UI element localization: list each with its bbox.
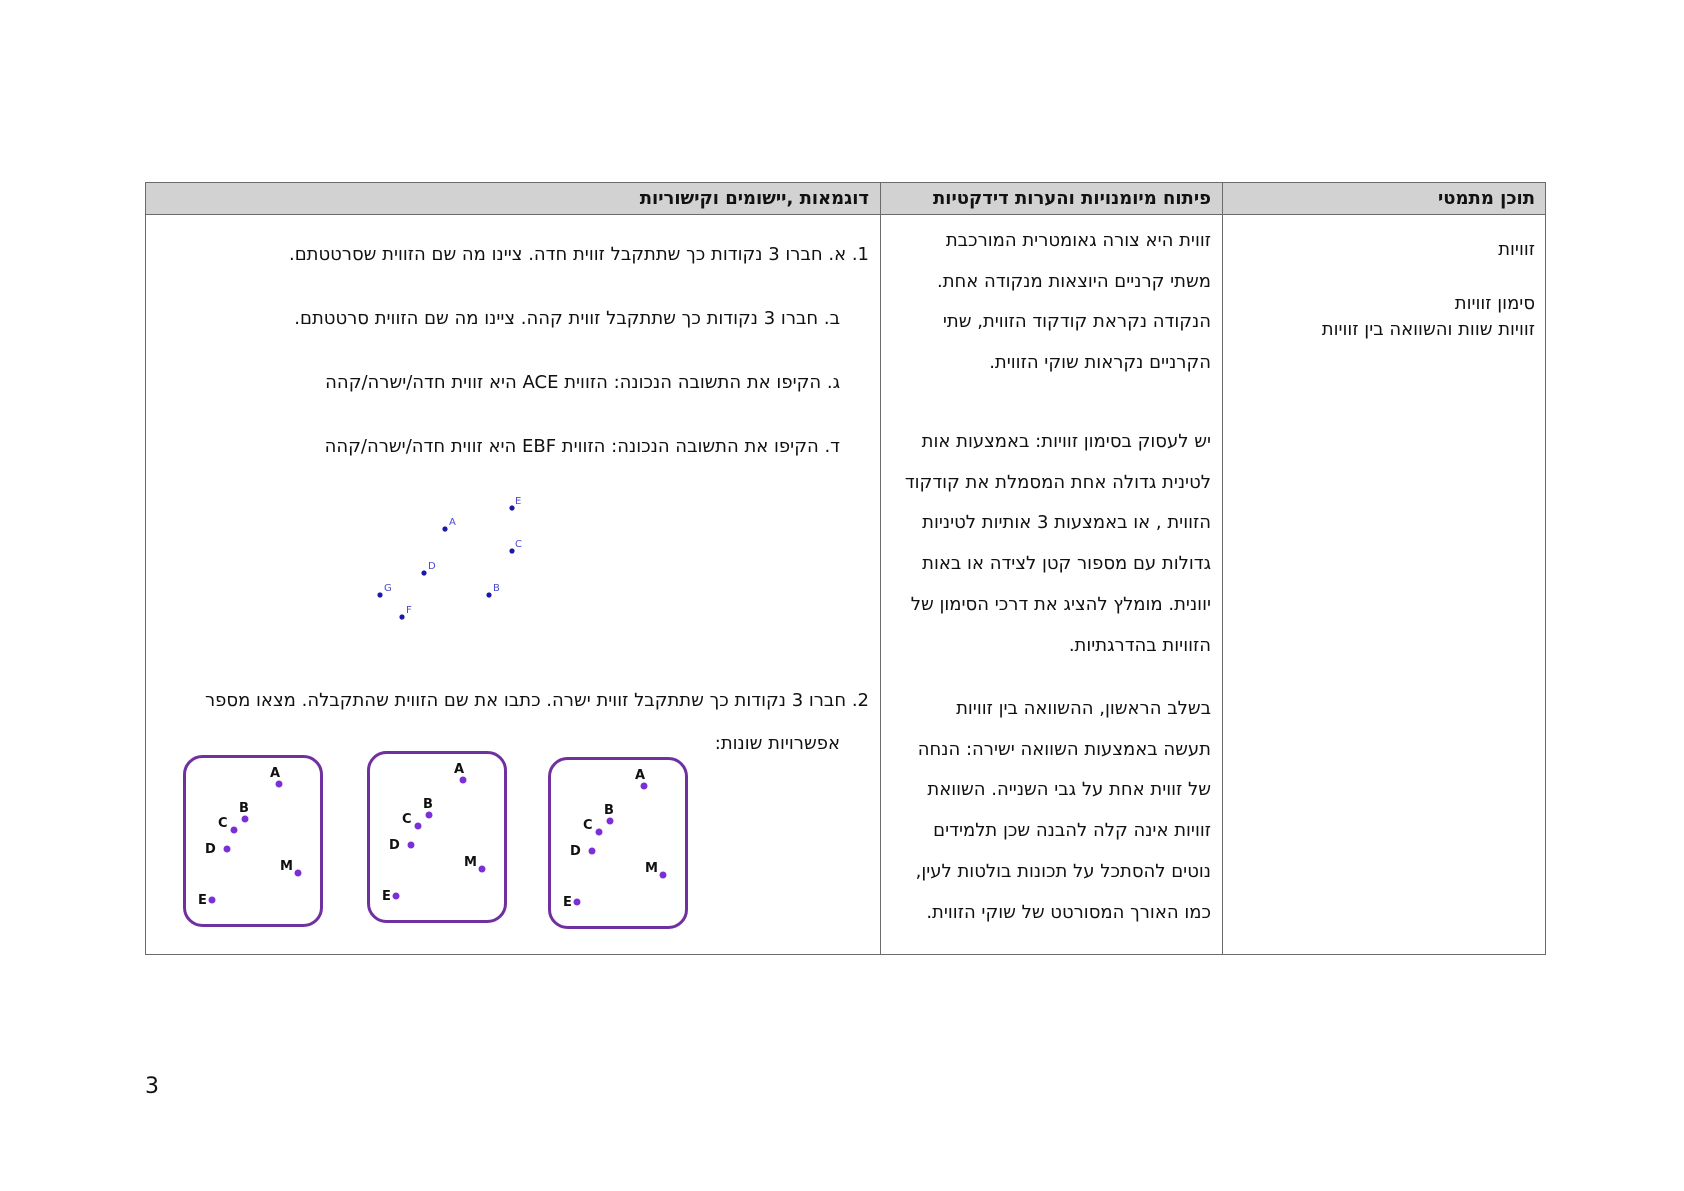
point-label: B xyxy=(423,797,433,812)
content-table xyxy=(145,182,1546,955)
point-label: C xyxy=(515,539,522,550)
point-label: D xyxy=(389,838,400,853)
header-examples: דוגמאות ,יישומים וקישוריות xyxy=(639,188,869,209)
point-label: B xyxy=(604,803,614,818)
points-box-3 xyxy=(548,757,690,931)
points-box-1 xyxy=(183,755,325,929)
notes-line: זוויות אינה קלה להבנה שכן תלמידים xyxy=(933,820,1211,842)
point-F xyxy=(399,614,404,619)
notes-line: יש לעסוק בסימון זוויות: באמצעות אות xyxy=(921,431,1211,452)
notes-paragraph-1 xyxy=(937,221,1211,384)
notes-line: הקרניים נקראות שוקי הזווית. xyxy=(989,352,1211,374)
question-1d: ד. הקיפו את התשובה הנכונה: הזווית EBF היא זווית חדה/ישרה/קהה xyxy=(324,436,840,457)
point-label: G xyxy=(384,583,392,594)
point-D xyxy=(421,570,426,575)
point-label: D xyxy=(428,561,436,572)
point-A xyxy=(442,526,447,531)
notes-line: הזוויות בהדרגתיות. xyxy=(1068,634,1211,656)
point-G xyxy=(377,592,382,597)
notes-line: בשלב הראשון, ההשוואה בין זוויות xyxy=(956,698,1211,719)
point-label: A xyxy=(454,762,465,777)
header-math-content: תוכן מתמטי xyxy=(1438,188,1535,209)
point-label: E xyxy=(198,893,207,908)
column-divider xyxy=(880,183,881,954)
point-label: C xyxy=(583,818,593,833)
math-item: זוויות שוות והשוואה בין זוויות xyxy=(1321,319,1535,340)
math-topic: זוויות xyxy=(1498,239,1535,260)
notes-paragraph-2 xyxy=(905,422,1211,666)
notes-line: תעשה באמצעות השוואה ישירה: הנחה xyxy=(917,738,1211,760)
notes-line: גדולות עם מספור קטן לצידה או באות xyxy=(922,553,1211,575)
page-number: 3 xyxy=(145,1074,159,1099)
points-figure-1 xyxy=(281,489,601,639)
point-E xyxy=(509,505,514,510)
points-box-2 xyxy=(367,751,509,925)
point-label: A xyxy=(270,766,281,781)
point-label: A xyxy=(449,517,456,528)
point-label: A xyxy=(635,768,646,783)
question-1a: 1. א. חברו 3 נקודות כך שתתקבל זווית חדה. ציינו מה שם הזווית שסרטטתם. xyxy=(288,244,869,265)
point-label: D xyxy=(570,844,581,859)
question-1b: ב. חברו 3 נקודות כך שתתקבל זווית קהה. ציינו מה שם הזווית סרטטתם. xyxy=(294,308,840,329)
notes-line: זווית היא צורה גאומטרית המורכבת xyxy=(945,230,1211,251)
notes-line: נוטים להסתכל על תכונות בולטות לעין, xyxy=(915,860,1211,882)
point-label: F xyxy=(406,605,412,616)
point-label: B xyxy=(239,801,249,816)
point-label: E xyxy=(382,889,391,904)
point-C xyxy=(509,548,514,553)
notes-line: לטינית גדולה אחת המסמלת את קודקוד xyxy=(904,471,1211,493)
question-2-line-2: אפשרויות שונות: xyxy=(714,733,840,754)
point-label: D xyxy=(205,842,216,857)
point-label: M xyxy=(464,855,477,870)
question-2-line-1: 2. חברו 3 נקודות כך שתתקבל זווית ישרה. כתבו את שם הזווית שהתקבלה. מצאו מספר xyxy=(205,690,869,711)
point-label: C xyxy=(402,812,412,827)
question-1c: ג. הקיפו את התשובה הנכונה: הזווית ACE היא זווית חדה/ישרה/קהה xyxy=(325,372,840,393)
point-label: E xyxy=(563,895,572,910)
notes-line: משתי קרניים היוצאות מנקודה אחת. xyxy=(936,270,1211,292)
point-label: B xyxy=(493,583,500,594)
notes-line: הזווית , או באמצעות 3 אותיות לטיניות xyxy=(922,512,1211,534)
header-skills-notes: פיתוח מיומנויות והערות דידקטיות xyxy=(933,188,1211,209)
notes-line: הנקודה נקראת קודקוד הזווית, שתי xyxy=(942,311,1211,333)
point-B xyxy=(486,592,491,597)
point-label: M xyxy=(645,861,658,876)
column-divider xyxy=(1222,183,1223,954)
notes-line: של זווית אחת על גבי השנייה. השוואת xyxy=(927,779,1211,801)
point-label: M xyxy=(280,859,293,874)
point-label: C xyxy=(218,816,228,831)
point-label: E xyxy=(515,496,522,507)
notes-line: יוונית. מומלץ להציג את דרכי הסימון של xyxy=(910,593,1211,615)
math-item: סימון זוויות xyxy=(1454,293,1535,314)
notes-paragraph-3 xyxy=(916,689,1211,933)
notes-line: כמו האורך המסורטט של שוקי הזווית. xyxy=(926,901,1211,923)
